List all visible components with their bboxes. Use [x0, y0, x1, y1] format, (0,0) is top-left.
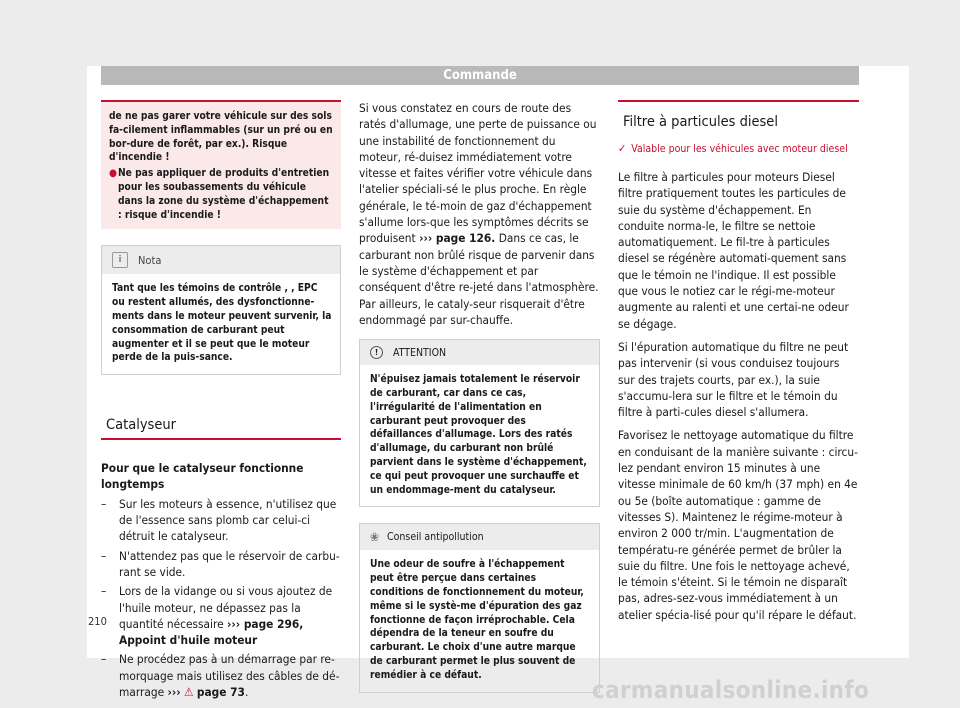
exclamation-icon: ! [370, 346, 383, 359]
note-title: Nota [138, 253, 162, 267]
leaf-icon: ❀ [370, 530, 380, 545]
watermark: carmanualsonline.info [592, 676, 870, 704]
list-item: – Ne procédez pas à un démarrage par re-morquage mais utilisez des câbles de dé-marrage ››› ⚠ page 73. [101, 652, 340, 700]
paragraph: Le filtre à particules pour moteurs Diesel filtre pratiquement toutes les particules de suie du système d'échappement. En conduite norma-le, le filtre se nettoie automatiquement. Le fil-tre à particules diesel se régénère automati-quement sans que le témoin ne l'indique. Il est possible que vous le notiez car le régi-me-moteur augmente au ralenti et une certai-ne odeur se dégage. [618, 170, 849, 331]
attention-box [359, 339, 600, 507]
section-title-filtre: Filtre à particules diesel [618, 100, 859, 130]
column-left [101, 100, 341, 700]
list-item: – Lors de la vidange ou si vous ajoutez de l'huile moteur, ne dépassez pas la quantité nécessaire ››› page 296, Appoint d'huile moteur [101, 584, 333, 648]
link-page-126[interactable]: ››› page 126. [419, 231, 496, 246]
link-page-73[interactable]: page 73 [196, 685, 245, 700]
warning-lead: de ne pas garer votre véhicule sur des sols fa-cilement inflammables (sur un pré ou en bor-dure de forêt, par ex.). Risque d'incendie ! [109, 111, 333, 164]
column-right [618, 100, 859, 623]
warning-bullet [109, 167, 333, 222]
list-item: – Sur les moteurs à essence, n'utilisez que de l'essence sans plomb car celui-ci détruit le catalyseur. [101, 496, 337, 544]
filter-text [618, 169, 859, 623]
list-item: – N'attendez pas que le réservoir de carbu-rant se vide. [101, 548, 340, 579]
attention-header [360, 340, 599, 365]
attention-title: ATTENTION [393, 346, 447, 359]
link-oil-refill[interactable]: ››› page 296, Appoint d'huile moteur [119, 616, 304, 648]
warning-bullet-text: Ne pas appliquer de produits d'entretien pour les soubassements du véhicule dans la zone du système d'échappement : risque d'incendie ! [118, 168, 330, 221]
warning-box [101, 100, 341, 229]
info-icon: i [112, 252, 128, 268]
validity-note: ✓ Valable pour les véhicules avec moteur diesel [618, 142, 848, 155]
intro-paragraph: Si vous constatez en cours de route des ratés d'allumage, une perte de puissance ou une instabilité de fonctionnement du moteur, ré-duisez immédiatement votre vitesse et faites vérifier votre véhicule dans l'atelier spéciali-sé le plus proche. En règle générale, le té-moin de gaz d'échappement s'allume lors-que les symptômes décrits se produisent ››› page 126. Dans ce cas, le carburant non brûlé risque de parvenir dans le système d'échappement et par conséquent d'être re-jeté dans l'atmosphère. Par ailleurs, le cataly-seur risquerait d'être endommagé par sur-chauffe. [359, 101, 599, 327]
eco-header [360, 524, 599, 550]
subheading: Pour que le catalyseur fonctionne longtemps [101, 461, 304, 492]
section-title-catalyseur: Catalyseur [101, 405, 341, 440]
note-box [101, 245, 341, 375]
note-text: Tant que les témoins de contrôle , , EPC ou restent allumés, des dysfonctionne-ments dans le moteur peuvent survenir, la consommation de carburant peut augmenter et il se peut que le moteur perde de la puis-sance. [112, 283, 332, 364]
eco-text: Une odeur de soufre à l'échappement peut être perçue dans certaines conditions de fonctionnement du moteur, même si le systè-me d'épuration des gaz fonctionne de façon irréprochable. Cela dépendra de la teneur en soufre du carburant. Le choix d'une autre marque de carburant permet le plus souvent de remédier à ce défaut. [370, 559, 584, 681]
warning-triangle-icon: ⚠ [184, 685, 194, 700]
eco-tip-box [359, 523, 600, 692]
paragraph: Si l'épuration automatique du filtre ne peut pas intervenir (si vous conduisez toujours sur des trajets courts, par ex.), la suie s'accumu-lera sur le filtre et le témoin du filtre à parti-cules diesel s'allumera. [618, 339, 849, 420]
page-number: 210 [88, 615, 107, 628]
note-header [102, 246, 340, 274]
page-header: Commande [101, 66, 859, 85]
paragraph: Favorisez le nettoyage automatique du filtre en conduisant de la manière suivante : circu-lez pendant environ 15 minutes à une vitesse minimale de 60 km/h (37 mph) en 4e ou 5e (boîte automatique : gamme de vitesses S). Maintenez le régime-moteur à environ 2 000 tr/min. L'augmentation de températu-re générée permet de brûler la suie du filtre. Une fois le nettoyage achevé, le témoin s'éteint. Si le témoin ne disparaît pas, adres-sez-vous immédiatement à un atelier spécia-lisé pour qu'il répare le défaut. [618, 428, 858, 622]
column-middle [359, 100, 600, 693]
bullet-icon: ● [109, 168, 117, 180]
eco-title: Conseil antipollution [387, 531, 484, 544]
check-icon: ✓ [618, 142, 627, 155]
attention-text: N'épuisez jamais totalement le réservoir de carburant, car dans ce cas, l'irrégularité de l'alimentation en carburant peut provoquer des défaillances d'allumage. Lors des ratés d'allumage, du carburant non brûlé parvient dans le système d'échappement, ce qui peut provoquer une surchauffe et un endommage-ment du catalyseur. [370, 374, 587, 496]
